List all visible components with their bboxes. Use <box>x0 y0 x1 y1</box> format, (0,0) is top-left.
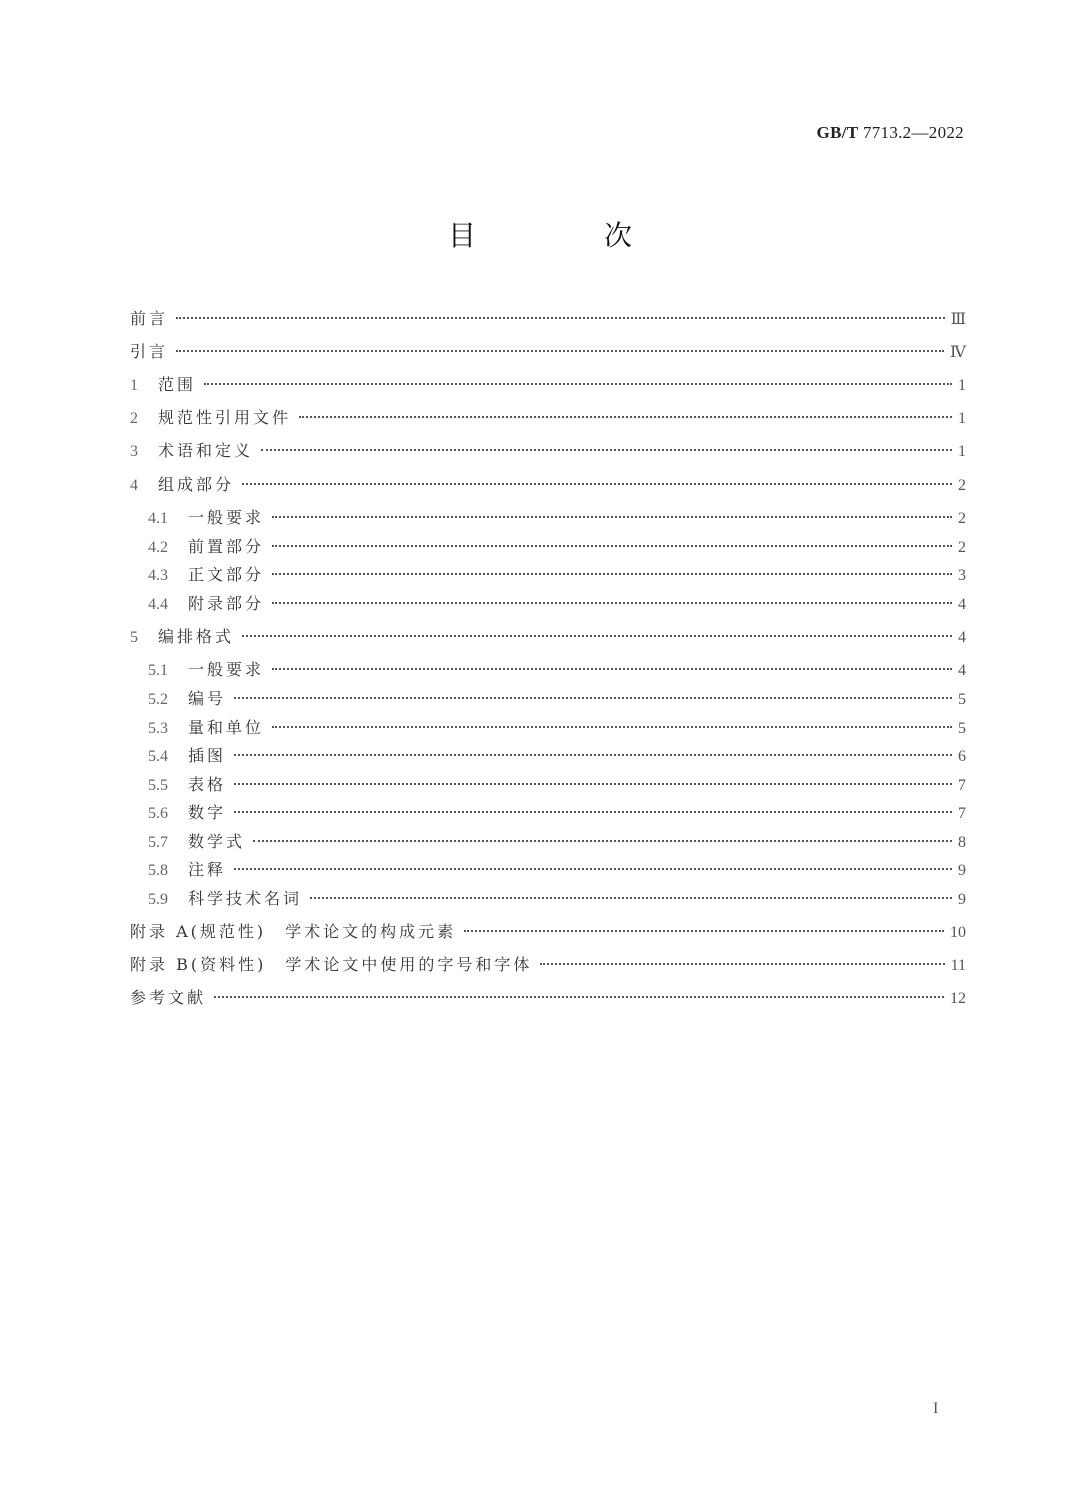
toc-entry-number: 5.2 <box>148 691 168 708</box>
toc-entry-page: 2 <box>958 539 966 556</box>
toc-entry[interactable] <box>130 474 966 496</box>
toc-entry-page: Ⅳ <box>950 344 966 361</box>
dot-leader <box>176 350 944 352</box>
toc-entry-page: 4 <box>958 596 966 613</box>
dot-leader <box>234 697 952 699</box>
toc-entry-number: 5.4 <box>148 748 168 765</box>
toc-entry-label: 一般要求 <box>188 660 265 679</box>
standard-number: 7713.2—2022 <box>862 123 964 142</box>
dot-leader <box>261 449 952 451</box>
toc-entry-label: 组成部分 <box>158 475 235 494</box>
dot-leader <box>299 416 952 418</box>
toc-entry-number: 5.3 <box>148 720 168 737</box>
toc-entry-label: 编号 <box>188 689 227 708</box>
toc-entry-label: 数学式 <box>188 832 246 851</box>
dot-leader <box>272 545 952 547</box>
toc-entry[interactable] <box>148 774 966 796</box>
toc-entry-page: 3 <box>958 567 966 584</box>
toc-entry[interactable] <box>148 536 966 558</box>
dot-leader <box>234 811 952 813</box>
toc-entry[interactable] <box>148 859 966 881</box>
toc-entry-number: 5 <box>130 629 138 646</box>
dot-leader <box>272 668 952 670</box>
toc-entry[interactable] <box>148 831 966 853</box>
toc-entry[interactable] <box>130 440 966 462</box>
dot-leader <box>272 516 952 518</box>
toc-entry-page: Ⅲ <box>950 311 966 328</box>
toc-entry-number: 5.6 <box>148 805 168 822</box>
toc-entry-label: 引言 <box>130 342 169 361</box>
toc-entry[interactable] <box>148 659 966 681</box>
toc-entry-page: 11 <box>950 957 966 974</box>
toc-entry-label: 数字 <box>188 803 227 822</box>
toc-entry[interactable] <box>148 888 966 910</box>
toc-entry-number: 5.7 <box>148 834 168 851</box>
toc-entry-label: 一般要求 <box>188 508 265 527</box>
toc-entry-page: 2 <box>958 477 966 494</box>
toc-entry-number: 4.4 <box>148 596 168 613</box>
toc-entry-number: 4.3 <box>148 567 168 584</box>
toc-entry-label: 编排格式 <box>158 627 235 646</box>
toc-entry-label: 前置部分 <box>188 537 265 556</box>
toc-entry[interactable] <box>148 564 966 586</box>
dot-leader <box>176 317 945 319</box>
toc-entry-page: 10 <box>950 924 966 941</box>
toc-entry-label: 注释 <box>188 860 227 879</box>
toc-entry[interactable] <box>148 593 966 615</box>
dot-leader <box>242 635 952 637</box>
dot-leader <box>272 726 952 728</box>
toc-entry[interactable] <box>148 688 966 710</box>
toc-entry-page: 4 <box>958 662 966 679</box>
toc-entry[interactable] <box>148 717 966 739</box>
toc-entry-number: 5.5 <box>148 777 168 794</box>
toc-entry-number: 4 <box>130 477 138 494</box>
toc-entry-label: 范围 <box>158 375 197 394</box>
toc-entry[interactable] <box>148 802 966 824</box>
toc-entry-label: 插图 <box>188 746 227 765</box>
standard-prefix: GB/T <box>816 123 859 142</box>
toc-entry-page: 5 <box>958 691 966 708</box>
toc-entry-page: 7 <box>958 777 966 794</box>
toc-entry-label: 表格 <box>188 775 227 794</box>
toc-entry-page: 5 <box>958 720 966 737</box>
toc-entry-page: 1 <box>958 410 966 427</box>
toc-entry-page: 9 <box>958 862 966 879</box>
toc-entry-label: 正文部分 <box>188 565 265 584</box>
toc-entry[interactable] <box>130 987 966 1009</box>
dot-leader <box>204 383 952 385</box>
toc-entry-page: 4 <box>958 629 966 646</box>
toc-entry-number: 5.9 <box>148 891 168 908</box>
toc-entry-number: 5.1 <box>148 662 168 679</box>
toc-entry-number: 4.2 <box>148 539 168 556</box>
footer-page-number: I <box>933 1400 939 1417</box>
toc-entry-page: 1 <box>958 377 966 394</box>
dot-leader <box>242 483 952 485</box>
toc-entry[interactable] <box>148 507 966 529</box>
toc-entry-page: 1 <box>958 443 966 460</box>
toc-entry[interactable] <box>130 374 966 396</box>
toc-entry[interactable] <box>130 407 966 429</box>
toc-entry-number: 4.1 <box>148 510 168 527</box>
dot-leader <box>310 897 952 899</box>
toc-entry[interactable] <box>148 745 966 767</box>
toc-entry-page: 9 <box>958 891 966 908</box>
toc-entry-label: 科学技术名词 <box>188 889 303 908</box>
dot-leader <box>272 602 952 604</box>
toc-entry-label: 术语和定义 <box>158 441 254 460</box>
toc-entry-page: 2 <box>958 510 966 527</box>
dot-leader <box>214 996 944 998</box>
toc-entry[interactable] <box>130 308 966 330</box>
toc-entry[interactable] <box>130 626 966 648</box>
toc-entry-page: 7 <box>958 805 966 822</box>
dot-leader <box>272 573 952 575</box>
toc-entry-number: 5.8 <box>148 862 168 879</box>
toc-entry-page: 12 <box>950 990 966 1007</box>
toc-entry-page: 6 <box>958 748 966 765</box>
toc-entry-label: 附录 B(资料性) 学术论文中使用的字号和字体 <box>130 955 533 974</box>
dot-leader <box>234 754 952 756</box>
dot-leader <box>234 783 952 785</box>
toc-entry-label: 参考文献 <box>130 988 207 1007</box>
toc-entry[interactable] <box>130 921 966 943</box>
dot-leader <box>540 963 944 965</box>
toc-entry-label: 量和单位 <box>188 718 265 737</box>
toc-entry-label: 附录部分 <box>188 594 265 613</box>
dot-leader <box>464 930 944 932</box>
toc-entry[interactable] <box>130 954 966 976</box>
page-title: 目 次 <box>447 219 682 252</box>
toc-entry-label: 附录 A(规范性) 学术论文的构成元素 <box>130 922 457 941</box>
dot-leader <box>253 840 952 842</box>
dot-leader <box>234 868 952 870</box>
toc-entry-label: 规范性引用文件 <box>158 408 292 427</box>
toc-entry-number: 3 <box>130 443 138 460</box>
toc-entry-page: 8 <box>958 834 966 851</box>
toc-entry-label: 前言 <box>130 309 169 328</box>
toc-entry[interactable] <box>130 341 966 363</box>
toc-entry-number: 1 <box>130 377 138 394</box>
toc-entry-number: 2 <box>130 410 138 427</box>
